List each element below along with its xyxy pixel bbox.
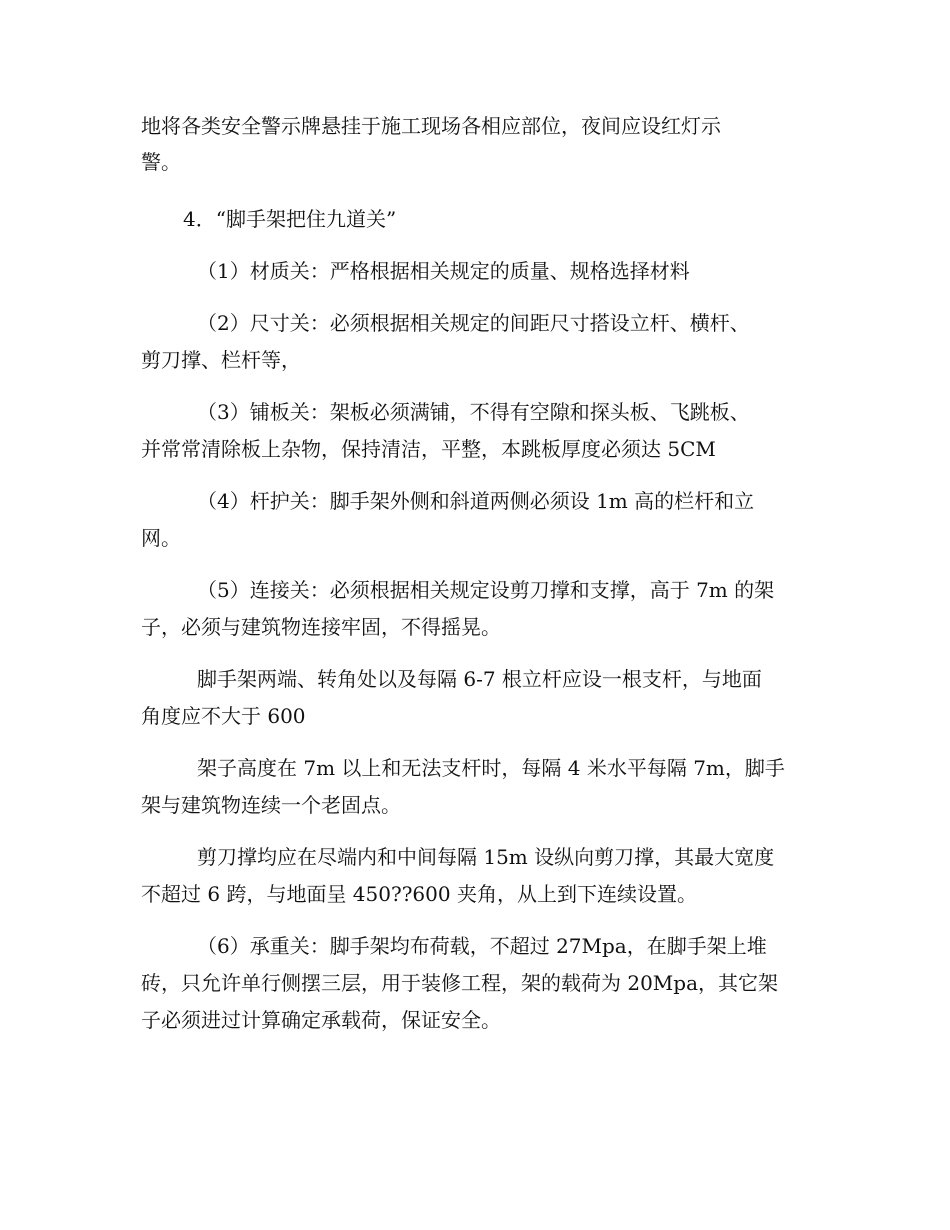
paragraph-line: 子必须进过计算确定承载荷，保证安全。 [141,1008,501,1032]
paragraph-line: （3）铺板关：架板必须满铺，不得有空隙和探头板、飞跳板、 [197,400,750,424]
paragraph-line: 子，必须与建筑物连接牢固，不得摇晃。 [141,615,501,639]
paragraph-line: （1）材质关：严格根据相关规定的质量、规格选择材料 [197,259,690,283]
paragraph-line: 警。 [141,150,181,174]
paragraph-line: 网。 [141,526,181,550]
paragraph-line: 不超过 6 跨，与地面呈 450??600 夹角，从上到下连续设置。 [141,882,697,906]
paragraph-line: 角度应不大于 600 [141,704,306,728]
paragraph-line: 架子高度在 7m 以上和无法支杆时，每隔 4 米水平每隔 7m，脚手 [197,756,785,780]
paragraph-line: （2）尺寸关：必须根据相关规定的间距尺寸搭设立杆、横杆、 [197,311,750,335]
paragraph-line: 架与建筑物连续一个老固点。 [141,793,401,817]
paragraph-line: 剪刀撑均应在尽端内和中间每隔 15m 设纵向剪刀撑，其最大宽度 [197,845,775,869]
paragraph-line: 并常常清除板上杂物，保持清洁，平整，本跳板厚度必须达 5CM [141,437,716,461]
paragraph-line: 地将各类安全警示牌悬挂于施工现场各相应部位，夜间应设红灯示 [141,114,721,138]
paragraph-line: 砖，只允许单行侧摆三层，用于装修工程，架的载荷为 20Mpa，其它架 [141,971,779,995]
paragraph-line: （6）承重关：脚手架均布荷载，不超过 27Mpa，在脚手架上堆 [197,934,767,958]
paragraph-line: （4）杆护关：脚手架外侧和斜道两侧必须设 1m 高的栏杆和立 [197,489,755,513]
section-heading: 4．“脚手架把住九道关” [183,207,397,231]
paragraph-line: 剪刀撑、栏杆等， [141,348,301,372]
paragraph-line: 脚手架两端、转角处以及每隔 6-7 根立杆应设一根支杆，与地面 [197,667,762,691]
paragraph-line: （5）连接关：必须根据相关规定设剪刀撑和支撑，高于 7m 的架 [197,578,775,602]
